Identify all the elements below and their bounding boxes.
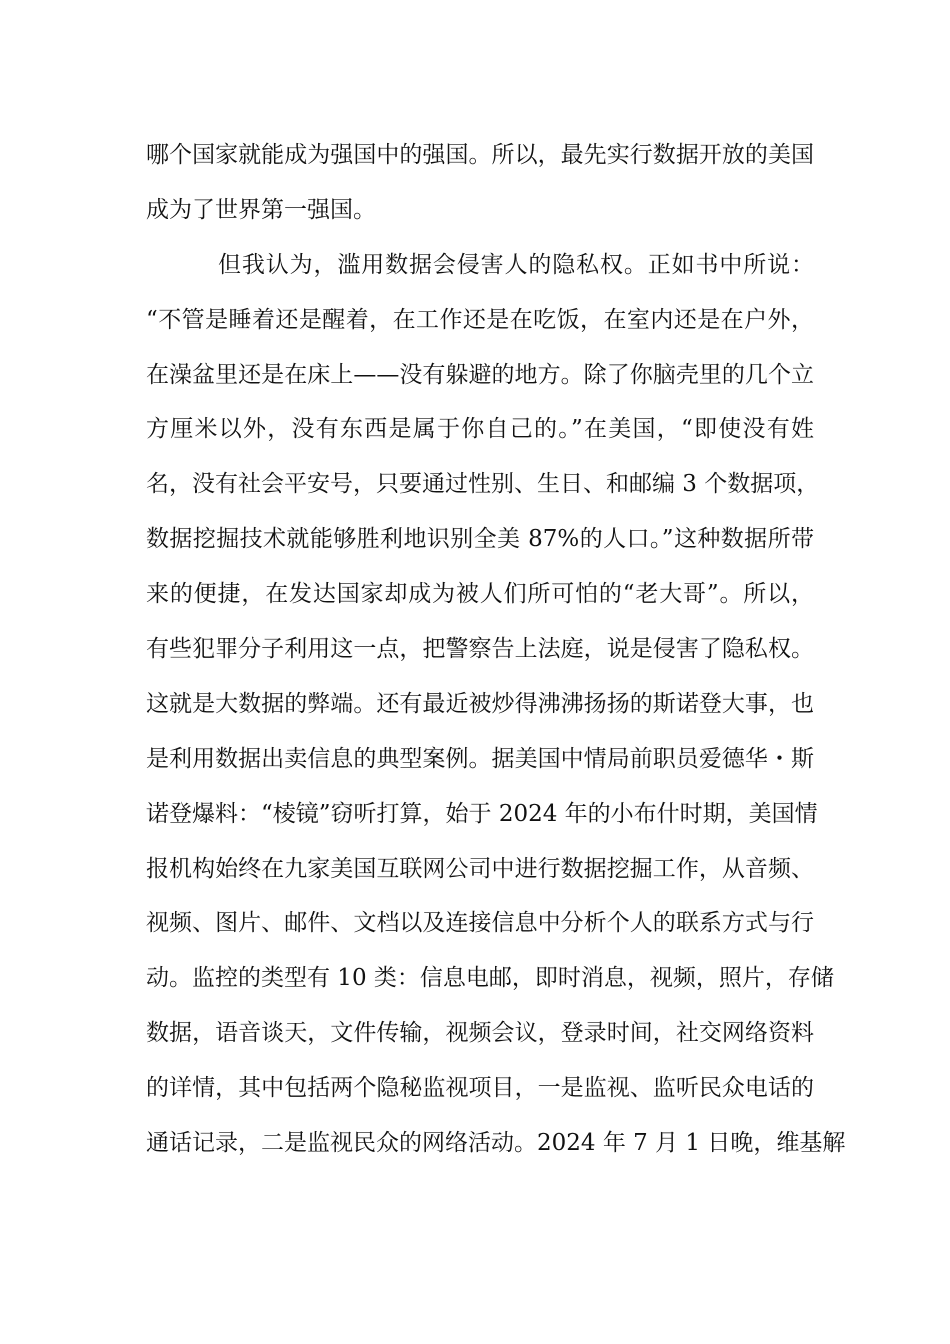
text-line: 成为了世界第一强国。 [146,196,376,223]
text-line: 数据挖掘技术就能够胜利地识别全美 87%的人口。”这种数据所带 [146,526,814,553]
text-line: 通话记录，二是监视民众的网络活动。2024 年 7 月 1 日晚，维基解 [146,1130,846,1157]
text-line: 数据，语音谈天，文件传输，视频会议，登录时间，社交网络资料 [146,1020,814,1047]
text-line: 方厘米以外，没有东西是属于你自己的。”在美国，“即使没有姓 [146,416,814,443]
text-line: 来的便捷，在发达国家却成为被人们所可怕的“老大哥”。所以， [146,581,814,608]
text-line: 名，没有社会平安号，只要通过性别、生日、和邮编 3 个数据项， [146,471,820,498]
text-line: 的详情，其中包括两个隐秘监视项目，一是监视、监听民众电话的 [146,1075,814,1102]
text-line: 但我认为，滥用数据会侵害人的隐私权。正如书中所说： [218,251,814,278]
text-line: 诺登爆料：“棱镜”窃听打算，始于 2024 年的小布什时期，美国情 [146,800,818,827]
text-line: 动。监控的类型有 10 类：信息电邮，即时消息，视频，照片，存储 [146,965,834,992]
body-text [146,128,846,1171]
text-line: “不管是睡着还是醒着，在工作还是在吃饭，在室内还是在户外， [146,306,814,333]
text-line: 哪个国家就能成为强国中的强国。所以，最先实行数据开放的美国 [146,142,814,168]
text-line: 这就是大数据的弊端。还有最近被炒得沸沸扬扬的斯诺登大事，也 [146,690,814,717]
text-line: 有些犯罪分子利用这一点，把警察告上法庭，说是侵害了隐私权。 [146,636,814,663]
text-line: 报机构始终在九家美国互联网公司中进行数据挖掘工作，从音频、 [146,855,814,882]
text-line: 在澡盆里还是在床上——没有躲避的地方。除了你脑壳里的几个立 [146,361,814,388]
text-line: 视频、图片、邮件、文档以及连接信息中分析个人的联系方式与行 [146,910,814,937]
text-line: 是利用数据出卖信息的典型案例。据美国中情局前职员爱德华・斯 [146,745,814,772]
